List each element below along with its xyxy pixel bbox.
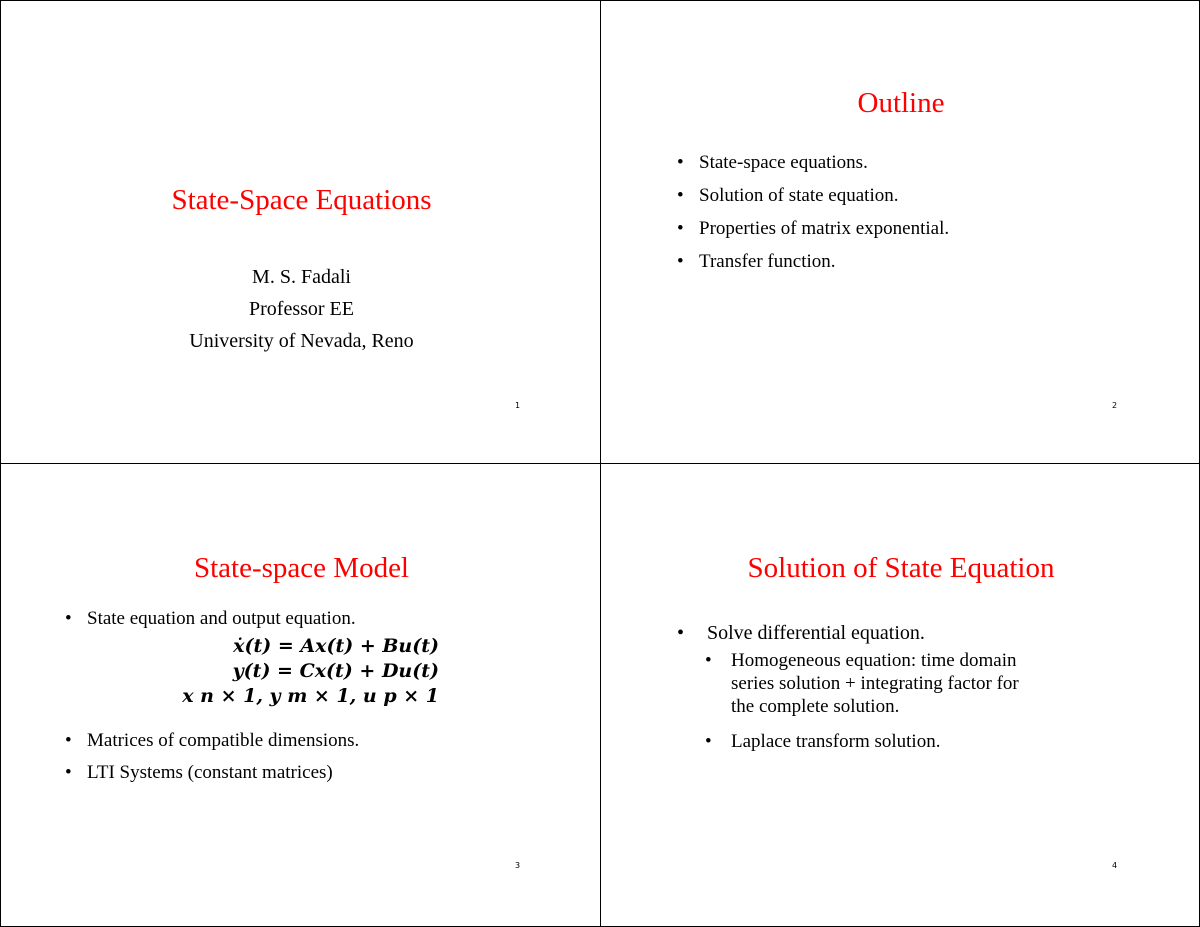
slide-title: Solution of State Equation bbox=[747, 552, 1055, 584]
sub-bullet-list bbox=[705, 649, 1019, 765]
author-position: Professor EE bbox=[249, 298, 354, 320]
slide-title: Outline bbox=[857, 87, 945, 119]
sub-list-line: series solution + integrating factor for bbox=[731, 673, 1019, 694]
slide-page-number: 1 bbox=[515, 401, 521, 410]
slide-1 bbox=[0, 0, 601, 464]
bullet-list bbox=[677, 618, 925, 648]
slide-title: State-space Model bbox=[193, 552, 409, 584]
slide-3 bbox=[0, 463, 601, 927]
slide-4 bbox=[600, 463, 1200, 927]
sub-list-item bbox=[705, 730, 1019, 753]
sub-list-line: the complete solution. bbox=[731, 696, 900, 717]
bullet-list bbox=[65, 607, 356, 631]
equation-block bbox=[171, 634, 439, 709]
bullet-list bbox=[65, 725, 359, 789]
list-item: • Properties of matrix exponential. bbox=[677, 212, 949, 245]
author-block bbox=[1, 261, 601, 357]
slide-page-number: 3 bbox=[515, 861, 521, 870]
sub-list-line: • Homogeneous equation: time domain bbox=[731, 650, 1017, 671]
slide-page-number: 4 bbox=[1112, 861, 1118, 870]
list-item: • Solve differential equation. bbox=[677, 618, 925, 648]
slide-2 bbox=[600, 0, 1200, 464]
list-item: • State equation and output equation. bbox=[65, 607, 356, 631]
bullet-list bbox=[677, 146, 949, 278]
list-item: • LTI Systems (constant matrices) bbox=[65, 757, 359, 789]
author-name: M. S. Fadali bbox=[252, 266, 351, 288]
sub-list-line: • Laplace transform solution. bbox=[731, 731, 941, 752]
slide-title: State-Space Equations bbox=[171, 184, 432, 216]
state-equation: ẋ(t) = Ax(t) + Bu(t) bbox=[233, 635, 439, 657]
output-equation: y(t) = Cx(t) + Du(t) bbox=[232, 660, 439, 682]
sub-list-item bbox=[705, 649, 1019, 718]
list-item: • Transfer function. bbox=[677, 245, 949, 278]
dimensions-equation: x n × 1, y m × 1, u p × 1 bbox=[182, 685, 439, 707]
list-item: • State-space equations. bbox=[677, 146, 949, 179]
list-item: • Solution of state equation. bbox=[677, 179, 949, 212]
list-item: • Matrices of compatible dimensions. bbox=[65, 725, 359, 757]
slide-page-number: 2 bbox=[1112, 401, 1118, 410]
author-affiliation: University of Nevada, Reno bbox=[189, 330, 414, 352]
